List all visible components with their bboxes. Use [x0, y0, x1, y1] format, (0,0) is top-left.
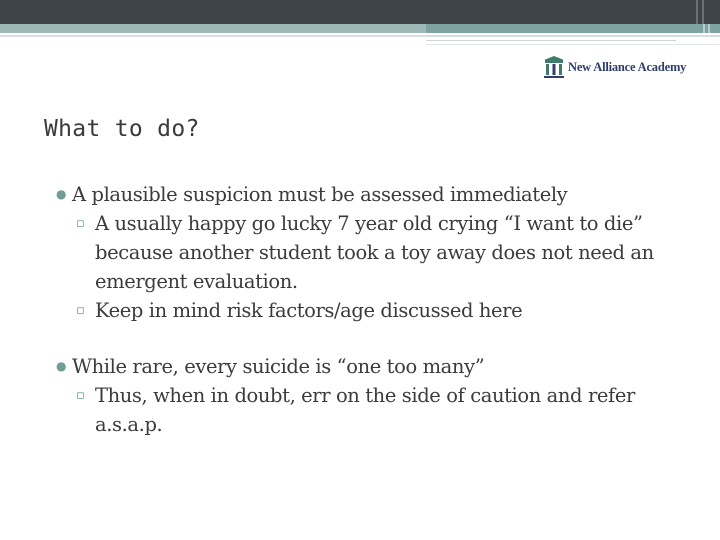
bullet-item	[28, 180, 708, 209]
sub-bullet-text: Thus, when in doubt, err on the side of caution and refer a.s.a.p.	[95, 384, 635, 436]
sub-bullet-item	[28, 296, 708, 325]
divider-line-accent-2	[426, 44, 720, 45]
bullet-dot-icon: ●	[56, 187, 67, 201]
top-dark-band	[0, 0, 720, 24]
sub-bullet-text: Keep in mind risk factors/age discussed here	[95, 299, 523, 322]
teal-band-accent	[426, 24, 720, 33]
divider-line-accent	[426, 40, 676, 41]
slide-content	[28, 180, 708, 466]
sub-bullet-square-icon: ▫	[76, 216, 85, 231]
logo-text: New Alliance Academy	[568, 59, 687, 74]
building-columns-icon	[544, 56, 564, 78]
sub-bullet-item	[28, 381, 708, 439]
bullet-text: While rare, every suicide is “one too many”	[72, 355, 485, 378]
divider-line	[0, 35, 720, 37]
sub-bullet-square-icon: ▫	[76, 388, 85, 403]
sub-bullet-square-icon: ▫	[76, 303, 85, 318]
logo	[544, 55, 686, 79]
bullet-group	[28, 180, 708, 325]
teal-band-stripes	[703, 24, 710, 33]
top-band-stripes	[696, 0, 704, 24]
sub-bullet-text: A usually happy go lucky 7 year old crying “I want to die” because another student took a toy away does not need an emergent evaluation.	[95, 212, 654, 293]
sub-bullet-item	[28, 209, 708, 296]
slide-title: What to do?	[44, 116, 200, 142]
bullet-dot-icon: ●	[56, 359, 67, 373]
bullet-item	[28, 352, 708, 381]
bullet-group	[28, 352, 708, 439]
bullet-text: A plausible suspicion must be assessed immediately	[72, 183, 568, 206]
